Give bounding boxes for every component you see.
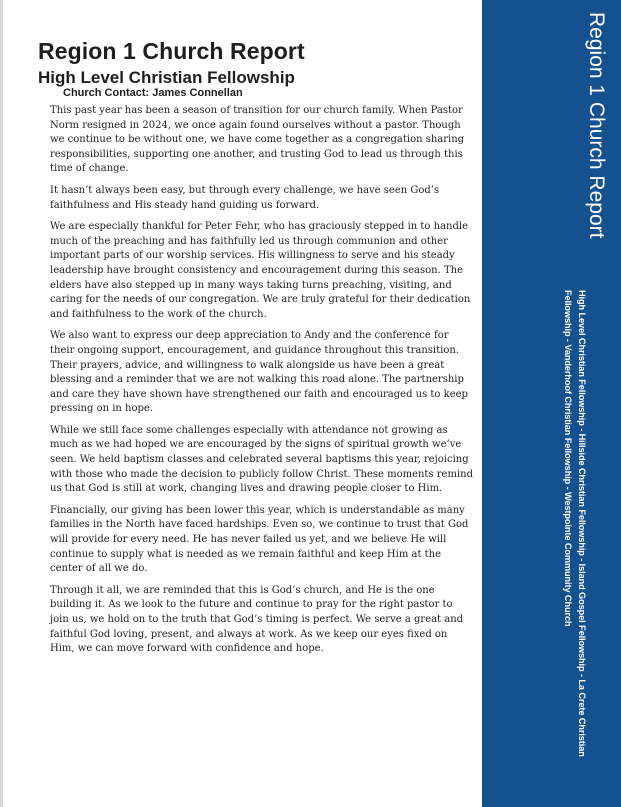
body-paragraph: We also want to express our deep appreciation to Andy and the conference for their ongoing support, encouragement, and guidance throughout this transition. Their prayers, advice, and willingness to walk alongside us have been a great blessing and a reminder that we are not walking this road alone. The partnership and care they have shown have strengthened our faith and encouraged us to keep pressing on in hope. — [50, 330, 468, 415]
church-contact: Church Contact: James Connellan — [63, 87, 243, 99]
church-name-heading: High Level Christian Fellowship — [38, 68, 295, 87]
sidebar-title: Region 1 Church Report — [585, 12, 608, 239]
sidebar-banner — [482, 0, 621, 807]
body-paragraph: This past year has been a season of transition for our church family. When Pastor Norm resigned in 2024, we once again found ourselves without a pastor. Though we continue to be without one, we have come together as a congregation sharing responsibilities, supporting one another, and trusting God to lead us through this time of change. — [50, 105, 465, 175]
page-title: Region 1 Church Report — [38, 38, 305, 64]
body-paragraph: Financially, our giving has been lower this year, which is understandable as many families in the North have faced hardships. Even so, we continue to trust that God will provide for every need. He has never failed us yet, and we believe He will continue to supply what is needed as we remain faithful and keep Him at the center of all we do. — [50, 504, 469, 575]
body-paragraph: We are especially thankful for Peter Fehr, who has graciously stepped in to handle much of the preaching and has faithfully led us through communion and other important parts of our worship services. His willingness to serve and his steady leadership have brought consistency and encouragement during this season. The elders have also stepped up in many ways taking turns preaching, visiting, and caring for the needs of our congregation. We are truly grateful for their dedication and faithfulness to the work of the church. — [50, 221, 471, 320]
page-edge — [0, 0, 3, 807]
sidebar-church-list: High Level Christian Fellowship - Hillside Christian Fellowship - Island Gospel Fellowship - La Crete Christian Fellowship - Vanderhoof Christian Fellowship - Westpointe Community Church — [563, 290, 587, 757]
report-content — [38, 38, 474, 664]
body-paragraph: While we still face some challenges especially with attendance not growing as much as we had hoped we are encouraged by the signs of spiritual growth we’ve seen. We held baptism classes and celebrated several baptisms this year, rejoicing with those who made the decision to publicly follow Christ. These moments remind us that God is still at work, changing lives and drawing people closer to Him. — [50, 424, 473, 495]
report-body — [50, 104, 474, 657]
body-paragraph: It hasn’t always been easy, but through every challenge, we have seen God’s faithfulness and His steady hand guiding us forward. — [50, 184, 440, 211]
body-paragraph: Through it all, we are reminded that this is God’s church, and He is the one building it. As we look to the future and continue to pray for the right pastor to join us, we hold on to the truth that God’s timing is perfect. We serve a great and faithful God loving, present, and always at work. As we keep our eyes fixed on Him, we can move forward with confidence and hope. — [50, 584, 464, 655]
